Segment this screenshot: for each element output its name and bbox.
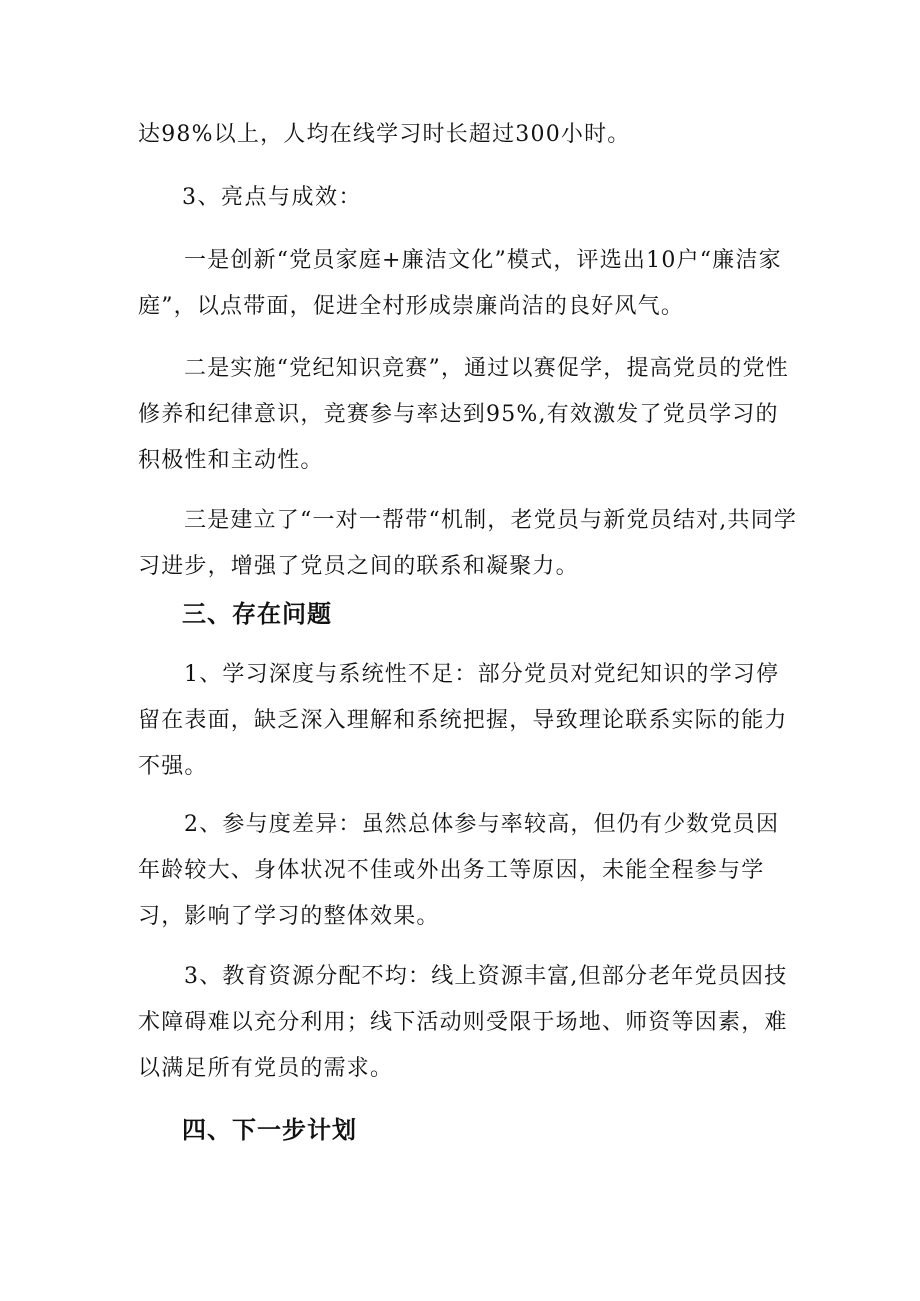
paragraph-problem-2: 2、参与度差异：虽然总体参与率较高，但仍有少数党员因年龄较大、身体状况不佳或外出务工等原因，未能全程参与学习，影响了学习的整体效果。 (138, 812, 780, 929)
paragraph-highlight-2: 二是实施“党纪知识竞赛”，通过以赛促学，提高党员的党性修养和纪律意识，竞赛参与率达到95%,有效激发了党员学习的积极性和主动性。 (138, 356, 789, 473)
paragraph-highlight-1: 一是创新“党员家庭+廉洁文化”模式，评选出10户“廉洁家庭”，以点带面，促进全村形成崇廉尚洁的良好风气。 (138, 248, 782, 319)
paragraph-continuation: 达98%以上，人均在线学习时长超过300小时。 (138, 122, 631, 147)
subheading-highlights: 3、亮点与成效： (182, 185, 362, 210)
paragraph-problem-3: 3、教育资源分配不均：线上资源丰富,但部分老年党员因技术障碍难以充分利用；线下活动则受限于场地、师资等因素，难以满足所有党员的需求。 (138, 964, 788, 1081)
paragraph-highlight-3: 三是建立了“一对一帮带“机制，老党员与新党员结对,共同学习进步，增强了党员之间的联系和凝聚力。 (138, 508, 798, 579)
section-heading-problems: 三、存在问题 (182, 600, 332, 628)
paragraph-problem-1: 1、学习深度与系统性不足：部分党员对党纪知识的学习停留在表面，缺乏深入理解和系统把握，导致理论联系实际的能力不强。 (138, 662, 788, 779)
section-heading-next-plan: 四、下一步计划 (182, 1116, 357, 1144)
